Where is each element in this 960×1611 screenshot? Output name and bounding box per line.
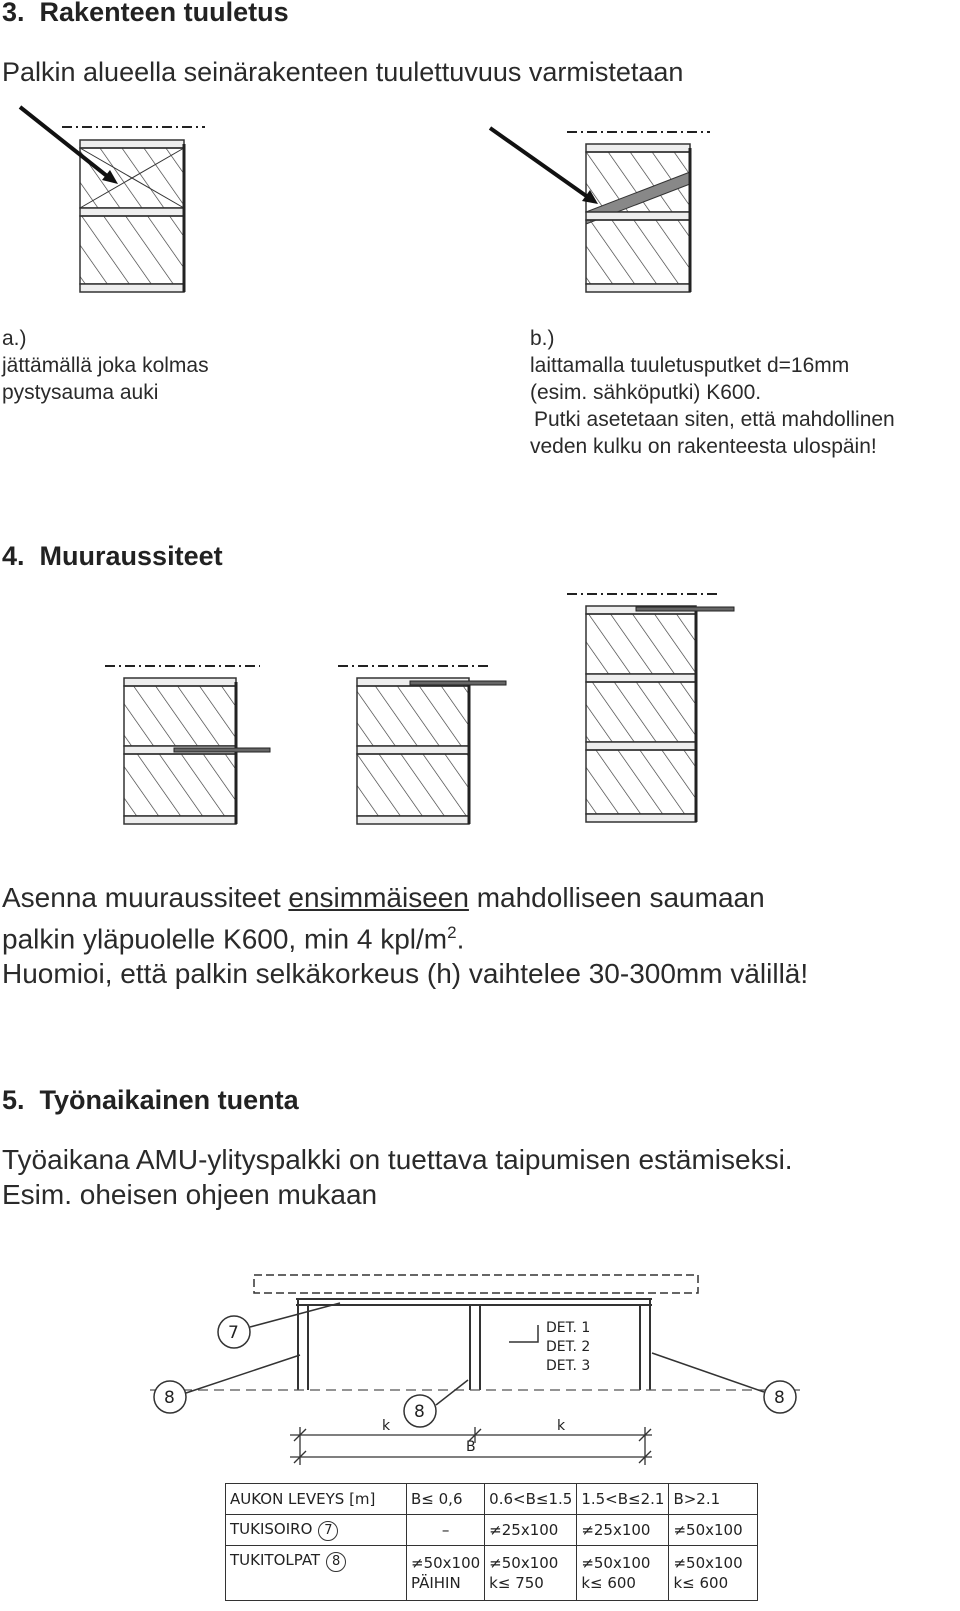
callout-marker: 8 xyxy=(326,1552,346,1572)
section-title: Työnaikainen tuenta xyxy=(39,1085,299,1115)
table-cell xyxy=(485,1546,577,1601)
table-cell: ≠25x100 xyxy=(485,1515,577,1546)
caption-a-line: pystysauma auki xyxy=(2,381,159,404)
callout-8-label: 8 xyxy=(414,1402,425,1422)
dimension-k-label: k xyxy=(382,1418,391,1434)
section-title: Rakenteen tuuletus xyxy=(39,0,289,27)
section-5-line-1: Työaikana AMU-ylityspalkki on tuettava taipumisen estämiseksi. xyxy=(2,1144,793,1175)
caption-b-line: (esim. sähköputki) K600. xyxy=(530,381,762,404)
section-number: 5. xyxy=(2,1085,25,1115)
caption-b-line: laittamalla tuuletusputket d=16mm xyxy=(530,354,850,377)
section-3-heading xyxy=(2,0,289,28)
section-4-line-1 xyxy=(2,880,808,915)
det-label: DET. 2 xyxy=(546,1339,591,1355)
table-cell: B>2.1 xyxy=(669,1484,758,1515)
table-row xyxy=(226,1546,758,1601)
table-cell xyxy=(226,1515,407,1546)
figure-a-wall xyxy=(20,107,205,292)
section-5-heading xyxy=(2,1085,299,1116)
section-title: Muuraussiteet xyxy=(39,541,223,571)
cell-line: k≤ 600 xyxy=(673,1574,729,1592)
table-row xyxy=(226,1515,758,1546)
cell-line: ≠50x100 xyxy=(411,1554,481,1572)
section-3-lead: Palkin alueella seinärakenteen tuulettuvuus varmistetaan xyxy=(2,57,684,87)
caption-a-line: jättämällä joka kolmas xyxy=(2,354,209,377)
wall-tie-figure-1 xyxy=(105,666,270,824)
table-cell xyxy=(226,1546,407,1601)
underlined-text: ensimmäiseen xyxy=(288,882,469,913)
section-number: 4. xyxy=(2,541,25,571)
table-cell: – xyxy=(407,1515,485,1546)
table-cell: B≤ 0,6 xyxy=(407,1484,485,1515)
callout-8-label: 8 xyxy=(774,1388,785,1408)
section-4-line-2 xyxy=(2,915,808,956)
caption-b-line: Putki asetetaan siten, että mahdollinen xyxy=(534,408,895,431)
cell-line: k≤ 750 xyxy=(489,1574,544,1592)
table-cell: 0.6<B≤1.5 xyxy=(485,1484,577,1515)
table-cell xyxy=(577,1546,669,1601)
shoring-diagram xyxy=(0,1265,960,1483)
shoring-table xyxy=(225,1483,758,1601)
cell-line: PÄIHIN xyxy=(411,1574,461,1592)
section-5-text xyxy=(2,1142,793,1212)
caption-b xyxy=(530,325,895,460)
table-cell xyxy=(407,1546,485,1601)
row-label: TUKITOLPAT xyxy=(230,1551,321,1569)
table-cell: AUKON LEVEYS [m] xyxy=(226,1484,407,1515)
text-run: mahdolliseen saumaan xyxy=(468,882,765,913)
text-run: . xyxy=(456,923,465,955)
section-5-line-2: Esim. oheisen ohjeen mukaan xyxy=(2,1179,378,1210)
table-cell: ≠50x100 xyxy=(669,1515,758,1546)
det-label: DET. 3 xyxy=(546,1358,591,1374)
wall-tie-figures xyxy=(0,590,960,840)
caption-b-line: veden kulku on rakenteesta ulospäin! xyxy=(530,435,877,458)
caption-a-label: a.) xyxy=(2,327,27,350)
cell-line: ≠50x100 xyxy=(673,1554,743,1572)
caption-a xyxy=(2,325,209,406)
table-row xyxy=(226,1484,758,1515)
text-run: palkin yläpuolelle K600, min 4 kpl/m xyxy=(2,923,448,955)
section-number: 3. xyxy=(2,0,25,27)
cell-line: ≠50x100 xyxy=(581,1554,651,1572)
beam-outline xyxy=(254,1275,698,1293)
cell-line: ≠50x100 xyxy=(489,1554,559,1572)
row-label: TUKISOIRO xyxy=(230,1519,313,1538)
det-label: DET. 1 xyxy=(546,1320,591,1336)
section-4-text xyxy=(2,880,808,991)
table-cell: ≠25x100 xyxy=(577,1515,669,1546)
wall-tie-figure-2 xyxy=(338,666,506,824)
caption-b-label: b.) xyxy=(530,327,555,350)
table-cell: 1.5<B≤2.1 xyxy=(577,1484,669,1515)
superscript: 2 xyxy=(447,923,457,942)
ventilation-figures xyxy=(0,100,960,310)
dimension-b-label: B xyxy=(466,1439,476,1455)
callout-8-label: 8 xyxy=(164,1388,175,1408)
section-4-heading xyxy=(2,541,223,572)
section-4-line-3: Huomioi, että palkin selkäkorkeus (h) vaihtelee 30-300mm välillä! xyxy=(2,958,809,990)
callout-marker: 7 xyxy=(318,1521,338,1541)
callout-7-label: 7 xyxy=(228,1323,239,1343)
cell-line: k≤ 600 xyxy=(581,1574,636,1592)
dimension-k-label: k xyxy=(557,1418,566,1434)
figure-b-wall xyxy=(490,128,710,292)
table-cell xyxy=(669,1546,758,1601)
text-run: Asenna muuraussiteet xyxy=(2,882,289,913)
support-posts xyxy=(298,1299,650,1390)
wall-tie-figure-3 xyxy=(567,594,734,822)
